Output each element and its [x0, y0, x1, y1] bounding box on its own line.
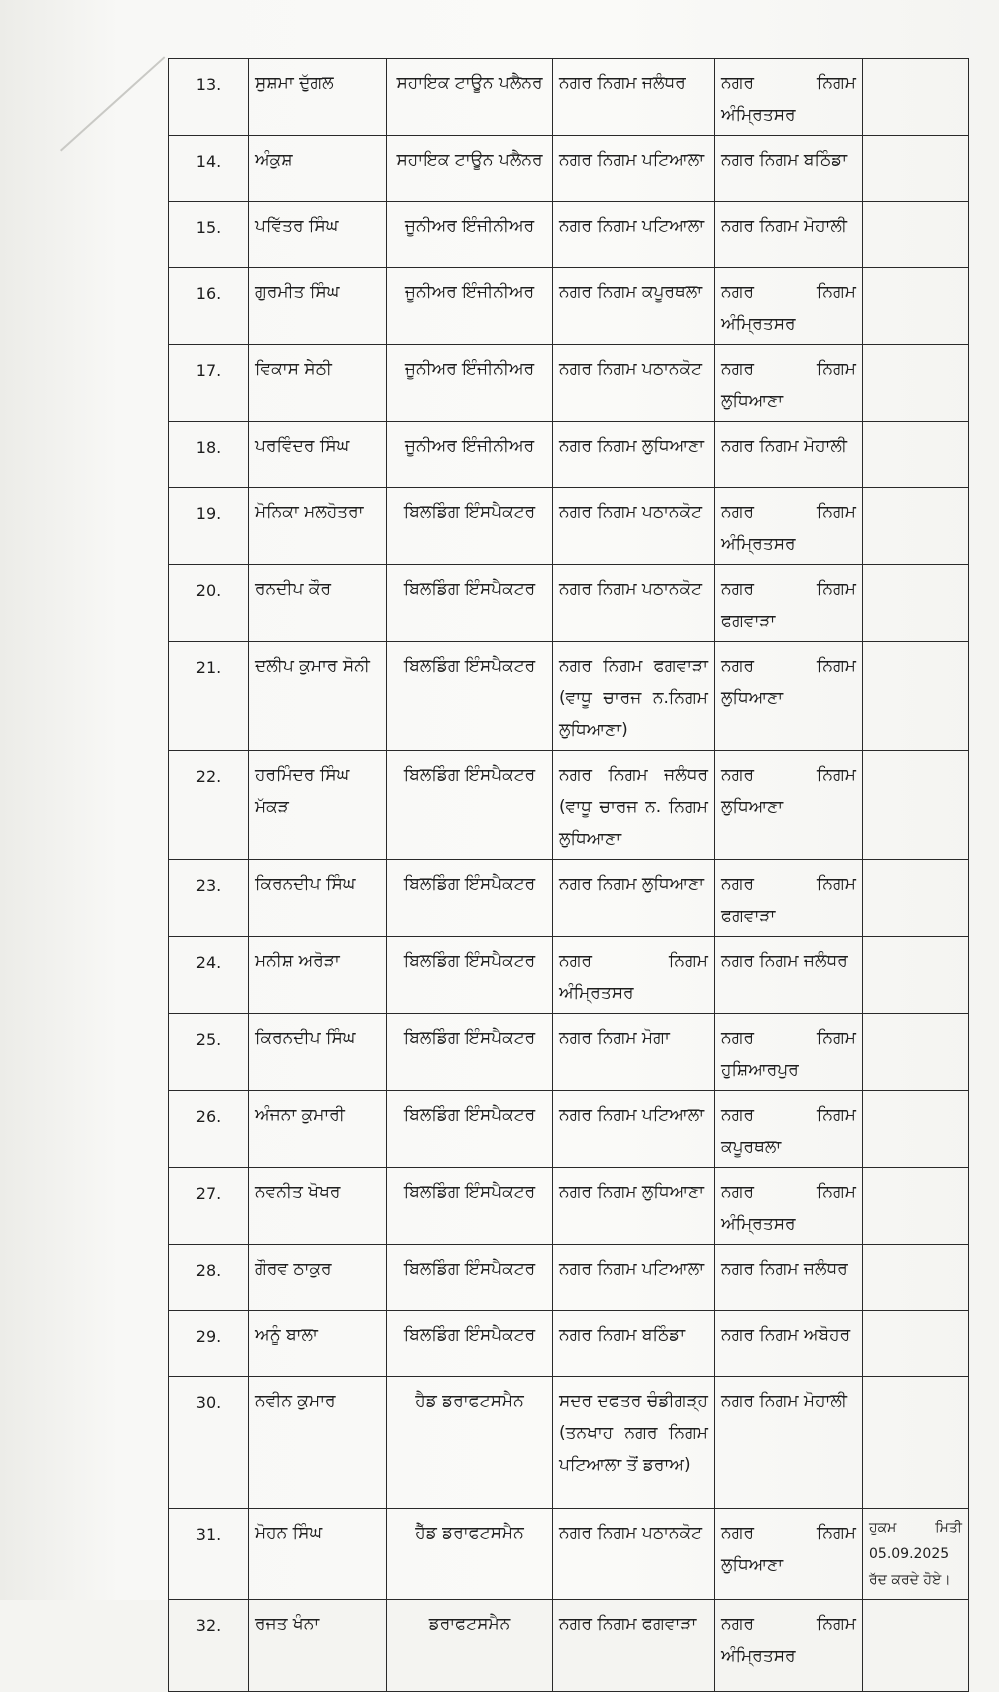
remarks-cell [863, 751, 969, 860]
posted-to-cell: ਨਗਰ ਨਿਗਮ ਲੁਧਿਆਣਾ [715, 1509, 863, 1600]
table-row [169, 202, 969, 268]
posted-from-cell: ਨਗਰ ਨਿਗਮ ਫਗਵਾੜਾ (ਵਾਧੂ ਚਾਰਜ ਨ.ਨਿਗਮ ਲੁਧਿਆਣਾ) [553, 642, 715, 751]
table-row [169, 345, 969, 422]
posted-from-cell: ਨਗਰ ਨਿਗਮ ਲੁਧਿਆਣਾ [553, 422, 715, 488]
remarks-cell [863, 860, 969, 937]
remarks-cell [863, 59, 969, 136]
designation-cell: ਬਿਲਡਿੰਗ ਇੰਸਪੈਕਟਰ [387, 1168, 553, 1245]
remarks-cell [863, 1091, 969, 1168]
remarks-cell [863, 422, 969, 488]
table-row [169, 1311, 969, 1377]
serial-number-cell: 32. [169, 1600, 249, 1692]
remarks-cell [863, 1168, 969, 1245]
serial-number-cell: 21. [169, 642, 249, 751]
remarks-cell [863, 1377, 969, 1509]
posted-from-cell: ਨਗਰ ਨਿਗਮ ਫਗਵਾੜਾ [553, 1600, 715, 1692]
posted-from-cell: ਨਗਰ ਨਿਗਮ ਪਠਾਨਕੋਟ [553, 488, 715, 565]
serial-number-cell: 29. [169, 1311, 249, 1377]
table-row [169, 937, 969, 1014]
designation-cell: ਬਿਲਡਿੰਗ ਇੰਸਪੈਕਟਰ [387, 1014, 553, 1091]
employee-name-cell: ਕਿਰਨਦੀਪ ਸਿੰਘ [249, 1014, 387, 1091]
employee-name-cell: ਅੰਕੁਸ਼ [249, 136, 387, 202]
table-row [169, 860, 969, 937]
posted-to-cell: ਨਗਰ ਨਿਗਮ ਹੁਸ਼ਿਆਰਪੁਰ [715, 1014, 863, 1091]
posted-from-cell: ਨਗਰ ਨਿਗਮ ਲੁਧਿਆਣਾ [553, 860, 715, 937]
posted-to-cell: ਨਗਰ ਨਿਗਮ ਜਲੰਧਰ [715, 937, 863, 1014]
table-row [169, 642, 969, 751]
posted-to-cell: ਨਗਰ ਨਿਗਮ ਅੰਮ੍ਰਿਤਸਰ [715, 268, 863, 345]
designation-cell: ਬਿਲਡਿੰਗ ਇੰਸਪੈਕਟਰ [387, 1245, 553, 1311]
table-row [169, 59, 969, 136]
table-row [169, 268, 969, 345]
posted-from-cell: ਨਗਰ ਨਿਗਮ ਬਠਿੰਡਾ [553, 1311, 715, 1377]
employee-name-cell: ਗੌਰਵ ਠਾਕੁਰ [249, 1245, 387, 1311]
employee-name-cell: ਦਲੀਪ ਕੁਮਾਰ ਸੋਨੀ [249, 642, 387, 751]
serial-number-cell: 28. [169, 1245, 249, 1311]
employee-name-cell: ਨਵੀਨ ਕੁਮਾਰ [249, 1377, 387, 1509]
table-row [169, 422, 969, 488]
posted-to-cell: ਨਗਰ ਨਿਗਮ ਅੰਮ੍ਰਿਤਸਰ [715, 1168, 863, 1245]
remarks-cell [863, 1311, 969, 1377]
posted-from-cell: ਨਗਰ ਨਿਗਮ ਕਪੂਰਥਲਾ [553, 268, 715, 345]
employee-name-cell: ਰਜਤ ਖੰਨਾ [249, 1600, 387, 1692]
employee-name-cell: ਹਰਮਿੰਦਰ ਸਿੰਘ ਮੱਕੜ [249, 751, 387, 860]
posted-to-cell: ਨਗਰ ਨਿਗਮ ਮੋਹਾਲੀ [715, 1377, 863, 1509]
employee-name-cell: ਸੁਸ਼ਮਾ ਦੁੱਗਲ [249, 59, 387, 136]
table-row [169, 136, 969, 202]
serial-number-cell: 22. [169, 751, 249, 860]
table-row [169, 1168, 969, 1245]
table-row [169, 1014, 969, 1091]
table-row [169, 1245, 969, 1311]
posted-to-cell: ਨਗਰ ਨਿਗਮ ਲੁਧਿਆਣਾ [715, 642, 863, 751]
remarks-cell [863, 345, 969, 422]
designation-cell: ਹੈਡ ਡਰਾਫਟਸਮੈਨ [387, 1377, 553, 1509]
table-row [169, 1509, 969, 1600]
posted-to-cell: ਨਗਰ ਨਿਗਮ ਫਗਵਾੜਾ [715, 860, 863, 937]
transfer-table [168, 58, 969, 1692]
serial-number-cell: 31. [169, 1509, 249, 1600]
posted-to-cell: ਨਗਰ ਨਿਗਮ ਅੰਮ੍ਰਿਤਸਰ [715, 1600, 863, 1692]
serial-number-cell: 24. [169, 937, 249, 1014]
employee-name-cell: ਮਨੀਸ਼ ਅਰੋੜਾ [249, 937, 387, 1014]
posted-from-cell: ਨਗਰ ਨਿਗਮ ਜਲੰਧਰ (ਵਾਧੂ ਚਾਰਜ ਨ. ਨਿਗਮ ਲੁਧਿਆਣਾ [553, 751, 715, 860]
employee-name-cell: ਰਨਦੀਪ ਕੌਰ [249, 565, 387, 642]
remarks-cell [863, 268, 969, 345]
designation-cell: ਹੈੱਡ ਡਰਾਫਟਸਮੈਨ [387, 1509, 553, 1600]
serial-number-cell: 20. [169, 565, 249, 642]
designation-cell: ਜੂਨੀਅਰ ਇੰਜੀਨੀਅਰ [387, 345, 553, 422]
table-row [169, 1091, 969, 1168]
designation-cell: ਬਿਲਡਿੰਗ ਇੰਸਪੈਕਟਰ [387, 860, 553, 937]
remarks-cell [863, 642, 969, 751]
remarks-cell [863, 565, 969, 642]
designation-cell: ਸਹਾਇਕ ਟਾਊਨ ਪਲੈਨਰ [387, 136, 553, 202]
designation-cell: ਡਰਾਫਟਸਮੈਨ [387, 1600, 553, 1692]
serial-number-cell: 16. [169, 268, 249, 345]
remarks-cell: ਹੁਕਮ ਮਿਤੀ 05.09.2025 ਰੱਦ ਕਰਦੇ ਹੋਏ। [863, 1509, 969, 1600]
designation-cell: ਬਿਲਡਿੰਗ ਇੰਸਪੈਕਟਰ [387, 1311, 553, 1377]
posted-from-cell: ਨਗਰ ਨਿਗਮ ਪਟਿਆਲਾ [553, 1245, 715, 1311]
posted-to-cell: ਨਗਰ ਨਿਗਮ ਲੁਧਿਆਣਾ [715, 345, 863, 422]
posted-from-cell: ਸਦਰ ਦਫਤਰ ਚੰਡੀਗੜ੍ਹ (ਤਨਖਾਹ ਨਗਰ ਨਿਗਮ ਪਟਿਆਲਾ ਤੋਂ ਡਰਾਅ) [553, 1377, 715, 1509]
posted-from-cell: ਨਗਰ ਨਿਗਮ ਲੁਧਿਆਣਾ [553, 1168, 715, 1245]
designation-cell: ਜੂਨੀਅਰ ਇੰਜੀਨੀਅਰ [387, 422, 553, 488]
transfer-table-body [169, 59, 969, 1692]
posted-to-cell: ਨਗਰ ਨਿਗਮ ਮੋਹਾਲੀ [715, 202, 863, 268]
employee-name-cell: ਵਿਕਾਸ ਸੇਠੀ [249, 345, 387, 422]
remarks-cell [863, 202, 969, 268]
remarks-cell [863, 488, 969, 565]
posted-from-cell: ਨਗਰ ਨਿਗਮ ਪਠਾਨਕੋਟ [553, 565, 715, 642]
posted-from-cell: ਨਗਰ ਨਿਗਮ ਮੋਗਾ [553, 1014, 715, 1091]
posted-to-cell: ਨਗਰ ਨਿਗਮ ਅਬੋਹਰ [715, 1311, 863, 1377]
designation-cell: ਬਿਲਡਿੰਗ ਇੰਸਪੈਕਟਰ [387, 1091, 553, 1168]
designation-cell: ਸਹਾਇਕ ਟਾਊਨ ਪਲੈਨਰ [387, 59, 553, 136]
posted-from-cell: ਨਗਰ ਨਿਗਮ ਅੰਮ੍ਰਿਤਸਰ [553, 937, 715, 1014]
employee-name-cell: ਗੁਰਮੀਤ ਸਿੰਘ [249, 268, 387, 345]
employee-name-cell: ਨਵਨੀਤ ਖੋਖਰ [249, 1168, 387, 1245]
employee-name-cell: ਪਰਵਿੰਦਰ ਸਿੰਘ [249, 422, 387, 488]
posted-from-cell: ਨਗਰ ਨਿਗਮ ਪਟਿਆਲਾ [553, 136, 715, 202]
designation-cell: ਜੂਨੀਅਰ ਇੰਜੀਨੀਅਰ [387, 268, 553, 345]
posted-to-cell: ਨਗਰ ਨਿਗਮ ਅੰਮ੍ਰਿਤਸਰ [715, 59, 863, 136]
designation-cell: ਬਿਲਡਿੰਗ ਇੰਸਪੈਕਟਰ [387, 751, 553, 860]
designation-cell: ਬਿਲਡਿੰਗ ਇੰਸਪੈਕਟਰ [387, 488, 553, 565]
serial-number-cell: 14. [169, 136, 249, 202]
serial-number-cell: 23. [169, 860, 249, 937]
designation-cell: ਜੂਨੀਅਰ ਇੰਜੀਨੀਅਰ [387, 202, 553, 268]
remarks-cell [863, 1245, 969, 1311]
remarks-cell [863, 937, 969, 1014]
serial-number-cell: 17. [169, 345, 249, 422]
remarks-cell [863, 1014, 969, 1091]
posted-to-cell: ਨਗਰ ਨਿਗਮ ਬਠਿੰਡਾ [715, 136, 863, 202]
serial-number-cell: 19. [169, 488, 249, 565]
designation-cell: ਬਿਲਡਿੰਗ ਇੰਸਪੈਕਟਰ [387, 642, 553, 751]
designation-cell: ਬਿਲਡਿੰਗ ਇੰਸਪੈਕਟਰ [387, 565, 553, 642]
table-row [169, 488, 969, 565]
posted-to-cell: ਨਗਰ ਨਿਗਮ ਮੋਹਾਲੀ [715, 422, 863, 488]
posted-from-cell: ਨਗਰ ਨਿਗਮ ਪਟਿਆਲਾ [553, 1091, 715, 1168]
posted-to-cell: ਨਗਰ ਨਿਗਮ ਲੁਧਿਆਣਾ [715, 751, 863, 860]
posted-to-cell: ਨਗਰ ਨਿਗਮ ਕਪੂਰਥਲਾ [715, 1091, 863, 1168]
posted-from-cell: ਨਗਰ ਨਿਗਮ ਪਟਿਆਲਾ [553, 202, 715, 268]
page-fold-mark [60, 56, 165, 151]
posted-to-cell: ਨਗਰ ਨਿਗਮ ਜਲੰਧਰ [715, 1245, 863, 1311]
employee-name-cell: ਪਵਿੱਤਰ ਸਿੰਘ [249, 202, 387, 268]
employee-name-cell: ਅੰਜਨਾ ਕੁਮਾਰੀ [249, 1091, 387, 1168]
posted-from-cell: ਨਗਰ ਨਿਗਮ ਪਠਾਨਕੋਟ [553, 1509, 715, 1600]
table-row [169, 1600, 969, 1692]
posted-from-cell: ਨਗਰ ਨਿਗਮ ਪਠਾਨਕੋਟ [553, 345, 715, 422]
posted-from-cell: ਨਗਰ ਨਿਗਮ ਜਲੰਧਰ [553, 59, 715, 136]
table-row [169, 751, 969, 860]
serial-number-cell: 27. [169, 1168, 249, 1245]
posted-to-cell: ਨਗਰ ਨਿਗਮ ਫਗਵਾੜਾ [715, 565, 863, 642]
employee-name-cell: ਮੋਨਿਕਾ ਮਲਹੋਤਰਾ [249, 488, 387, 565]
serial-number-cell: 30. [169, 1377, 249, 1509]
remarks-cell [863, 1600, 969, 1692]
employee-name-cell: ਕਿਰਨਦੀਪ ਸਿੰਘ [249, 860, 387, 937]
employee-name-cell: ਅਨੂੰ ਬਾਲਾ [249, 1311, 387, 1377]
serial-number-cell: 13. [169, 59, 249, 136]
employee-name-cell: ਮੋਹਨ ਸਿੰਘ [249, 1509, 387, 1600]
serial-number-cell: 25. [169, 1014, 249, 1091]
serial-number-cell: 18. [169, 422, 249, 488]
posted-to-cell: ਨਗਰ ਨਿਗਮ ਅੰਮ੍ਰਿਤਸਰ [715, 488, 863, 565]
remarks-cell [863, 136, 969, 202]
table-row [169, 565, 969, 642]
designation-cell: ਬਿਲਡਿੰਗ ਇੰਸਪੈਕਟਰ [387, 937, 553, 1014]
serial-number-cell: 15. [169, 202, 249, 268]
serial-number-cell: 26. [169, 1091, 249, 1168]
table-row [169, 1377, 969, 1509]
